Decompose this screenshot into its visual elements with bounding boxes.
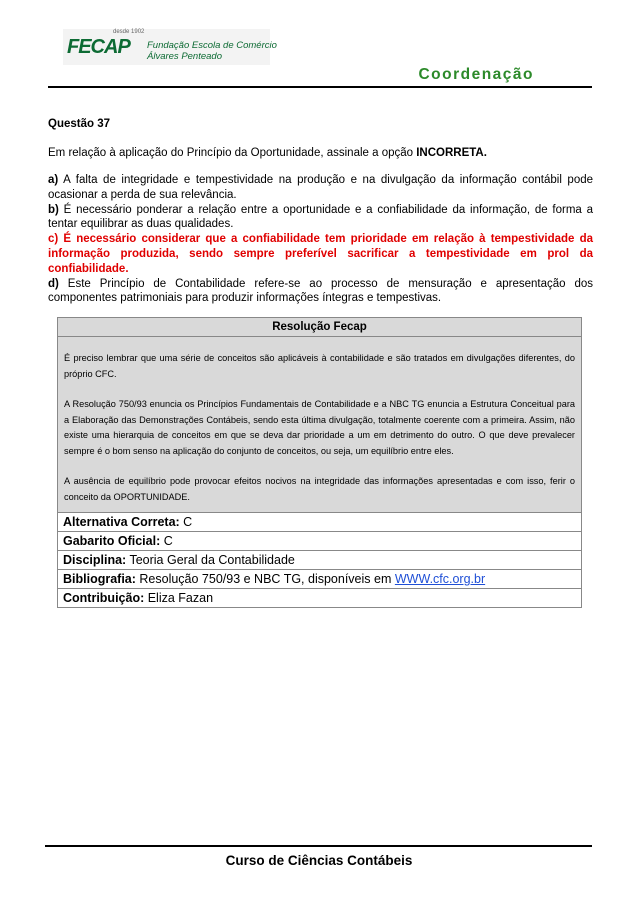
row-label: Bibliografia: xyxy=(63,572,136,586)
correct-answer-row xyxy=(58,512,581,531)
fecap-logo xyxy=(63,29,277,65)
option-a xyxy=(48,173,593,203)
row-label: Disciplina: xyxy=(63,553,127,567)
option-text: É necessário considerar que a confiabilidade tem prioridade em relação à tempestividade da informação produzida, sendo sempre preferível sacrificar a tempestividade em prol da confiabilidade. xyxy=(48,233,593,275)
option-letter: a) xyxy=(48,174,59,186)
contribution-row xyxy=(58,588,581,607)
resolution-paragraph: É preciso lembrar que uma série de conceitos são aplicáveis à contabilidade e são tratados em divulgações diferentes, do próprio CFC. xyxy=(64,353,575,379)
section-title: Coordenação xyxy=(418,66,534,83)
option-text: A falta de integridade e tempestividade na produção e na divulgação da informação contábil pode ocasionar a perda de sua relevância. xyxy=(48,174,594,201)
option-letter: d) xyxy=(48,277,59,290)
row-value: Resolução 750/93 e NBC TG, disponíveis em xyxy=(135,572,395,586)
option-b xyxy=(48,203,593,233)
logo-tagline-2: Álvares Penteado xyxy=(147,51,222,62)
resolution-body xyxy=(58,337,581,512)
resolution-box xyxy=(57,317,582,608)
resolution-title: Resolução Fecap xyxy=(58,318,581,337)
question-stem-emphasis: INCORRETA. xyxy=(416,147,487,159)
bibliography-row xyxy=(58,569,581,588)
row-value: Teoria Geral da Contabilidade xyxy=(126,553,295,567)
logo-wordmark: FECAP xyxy=(67,36,130,58)
option-c xyxy=(48,232,593,276)
question-title: Questão 37 xyxy=(48,118,110,130)
question-stem xyxy=(48,147,593,159)
option-letter: c) xyxy=(48,233,59,246)
header-divider xyxy=(48,86,592,88)
logo-tagline-1: Fundação Escola de Comércio xyxy=(147,40,277,51)
row-label: Alternativa Correta: xyxy=(63,515,180,529)
row-label: Contribuição: xyxy=(63,591,145,605)
logo-since-text: desde 1902 xyxy=(113,29,145,35)
official-answer-row xyxy=(58,531,581,550)
option-letter: b) xyxy=(48,203,59,216)
resolution-paragraph: A ausência de equilíbrio pode provocar efeitos nocivos na integridade das informações apresentadas e com isso, ferir o conceito da OPORTUNIDADE. xyxy=(64,476,575,502)
option-text: Este Princípio de Contabilidade refere-se ao processo de mensuração e apresentação dos componentes patrimoniais para produzir informações íntegras e tempestivas. xyxy=(48,277,593,305)
row-label: Gabarito Oficial: xyxy=(63,534,161,548)
footer-divider xyxy=(45,845,592,847)
question-stem-text: Em relação à aplicação do Princípio da Oportunidade, assinale a opção xyxy=(48,147,417,159)
resolution-paragraph: A Resolução 750/93 enuncia os Princípios Fundamentais de Contabilidade e a NBC TG enuncia a Estrutura Conceitual para a Elaboração das Demonstrações Contábeis, sendo esta última divulgação, totalmente coerente com a primeira. Assim, não existe uma hierarquia de conceitos em que se deva dar prioridade a um em detrimento do outro. O que deve prevalecer sempre é o bom senso na aplicação do conjunto de conceitos, ou seja, um equilíbrio entre eles. xyxy=(64,399,575,456)
option-d xyxy=(48,277,593,307)
row-value: Eliza Fazan xyxy=(144,591,214,605)
answer-options xyxy=(48,173,593,306)
row-value: C xyxy=(160,534,173,548)
cfc-link[interactable]: WWW.cfc.org.br xyxy=(394,572,486,586)
footer-course-title: Curso de Ciências Contábeis xyxy=(225,853,413,868)
option-text: É necessário ponderar a relação entre a oportunidade e a confiabilidade da informação, de forma a tentar equilibrar as duas qualidades. xyxy=(48,203,593,231)
row-value: C xyxy=(179,515,193,529)
subject-row xyxy=(58,550,581,569)
